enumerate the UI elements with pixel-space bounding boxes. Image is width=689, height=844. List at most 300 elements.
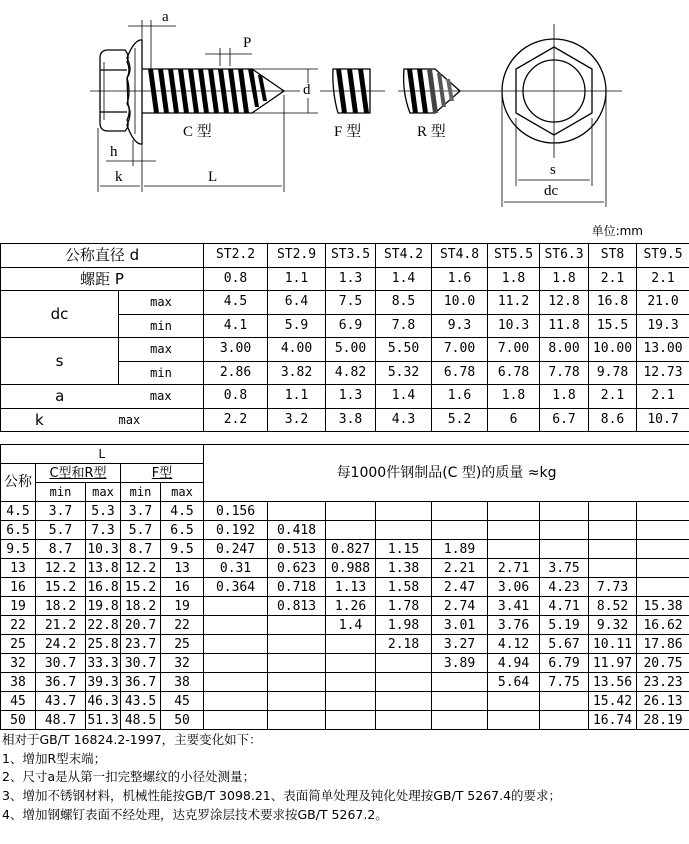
length-cr-min: 12.2: [36, 559, 86, 578]
label-k: k: [1, 408, 119, 432]
mass-cell: [432, 502, 488, 521]
cell: 1.3: [326, 385, 376, 409]
mass-cell: 2.74: [432, 597, 488, 616]
cell: 21.0: [637, 291, 689, 315]
mass-cell: 15.38: [637, 597, 689, 616]
mass-cell: [268, 711, 326, 730]
mass-cell: 17.86: [637, 635, 689, 654]
length-nom: 50: [1, 711, 36, 730]
length-cr-min: 30.7: [36, 654, 86, 673]
mass-cell: [204, 616, 268, 635]
cell: 1.6: [432, 385, 488, 409]
length-f-max: 38: [161, 673, 204, 692]
table-row: [1, 521, 689, 540]
length-f-max: 6.5: [161, 521, 204, 540]
label-pitch: 螺距 P: [1, 267, 204, 291]
cell: 10.7: [637, 408, 689, 432]
mass-cell: 1.4: [326, 616, 376, 635]
cell: 6.7: [540, 408, 589, 432]
label-max: max: [119, 408, 204, 432]
length-cr-max: 39.3: [87, 674, 119, 690]
mass-cell: [637, 502, 689, 521]
mass-cell: [326, 635, 376, 654]
cell: 7.00: [432, 338, 488, 362]
length-cr-min: 36.7: [36, 673, 86, 692]
length-nom: 38: [1, 673, 36, 692]
length-nom: 6.5: [1, 521, 36, 540]
mass-cell: [376, 654, 432, 673]
mass-cell: 0.192: [204, 521, 268, 540]
label-dc: dc: [1, 291, 119, 338]
length-f-min: 48.5: [121, 711, 161, 730]
screw-diagram: [0, 0, 689, 236]
mass-cell: [488, 711, 540, 730]
length-f-min: 15.2: [121, 578, 161, 597]
table-row: [1, 711, 689, 730]
size-header: ST2.9: [268, 244, 326, 268]
mass-cell: 2.47: [432, 578, 488, 597]
length-cr-max: 5.3: [86, 502, 121, 521]
size-header: ST9.5: [637, 244, 689, 268]
length-f-max: 4.5: [161, 502, 204, 521]
mass-cell: 1.58: [376, 578, 432, 597]
cell: 1.1: [268, 385, 326, 409]
mass-cell: [540, 521, 589, 540]
cell: 8.6: [589, 408, 637, 432]
cell: 4.1: [204, 314, 268, 338]
mass-cell: 0.718: [268, 578, 326, 597]
mass-cell: [488, 502, 540, 521]
mass-cell: [376, 692, 432, 711]
length-mass-table: [0, 444, 689, 730]
mass-cell: [432, 692, 488, 711]
cell: 0.8: [204, 385, 268, 409]
header-f-type: F型: [121, 464, 204, 483]
length-nom: 13: [1, 559, 36, 578]
mass-cell: 0.156: [204, 502, 268, 521]
cell: 12.73: [637, 361, 689, 385]
length-cr-max: 25.8: [87, 636, 119, 652]
mass-cell: [268, 616, 326, 635]
table-row: [1, 502, 689, 521]
cell: 2.1: [589, 385, 637, 409]
label-L: L: [208, 169, 218, 185]
cell: 10.3: [488, 314, 540, 338]
cell: 5.2: [432, 408, 488, 432]
cell: 15.5: [589, 314, 637, 338]
mass-cell: 1.26: [326, 597, 376, 616]
mass-cell: [540, 540, 589, 559]
mass-cell: 8.52: [589, 597, 637, 616]
mass-cell: 9.32: [589, 616, 637, 635]
length-cr-max: 7.3: [86, 521, 121, 540]
cell: 1.8: [488, 267, 540, 291]
table-row: [1, 635, 689, 654]
table-row: [1, 597, 689, 616]
length-f-min: 12.2: [121, 559, 161, 578]
header-nominal-diameter: 公称直径 d: [1, 244, 204, 268]
mass-cell: 1.13: [326, 578, 376, 597]
header-cr-type: C型和R型: [36, 464, 121, 483]
cell: 3.82: [268, 361, 326, 385]
note-item: 1、增加R型末端；: [2, 750, 107, 766]
cell: 4.5: [204, 291, 268, 315]
length-f-min: 18.2: [121, 597, 161, 616]
size-header: ST4.8: [432, 244, 488, 268]
mass-cell: [204, 692, 268, 711]
mass-cell: 3.01: [432, 616, 488, 635]
length-cr-max: 51.3: [87, 712, 119, 728]
cell: 6: [488, 408, 540, 432]
cell: 5.9: [268, 314, 326, 338]
mass-cell: [432, 673, 488, 692]
cell: 2.86: [204, 361, 268, 385]
mass-cell: [637, 521, 689, 540]
mass-cell: 20.75: [637, 654, 689, 673]
cell: 7.78: [540, 361, 589, 385]
mass-cell: 0.623: [268, 559, 326, 578]
mass-cell: 3.41: [488, 597, 540, 616]
cell: 1.4: [376, 267, 432, 291]
cell: 2.1: [637, 385, 689, 409]
cell: 1.1: [268, 267, 326, 291]
cell: 7.5: [326, 291, 376, 315]
mass-cell: [376, 673, 432, 692]
cell: 5.00: [326, 338, 376, 362]
cell: 13.00: [637, 338, 689, 362]
mass-cell: [432, 711, 488, 730]
length-cr-max: 16.8: [87, 579, 119, 595]
cell: 10.0: [432, 291, 488, 315]
mass-cell: [268, 673, 326, 692]
mass-cell: [268, 654, 326, 673]
table-row: [1, 540, 689, 559]
size-header: ST2.2: [204, 244, 268, 268]
length-cr-min: 5.7: [36, 521, 86, 540]
mass-cell: [589, 502, 637, 521]
header-L: L: [1, 445, 204, 464]
table-row: [1, 559, 689, 578]
cell: 7.8: [376, 314, 432, 338]
cell: 6.78: [488, 361, 540, 385]
mass-cell: [637, 559, 689, 578]
mass-cell: [589, 540, 637, 559]
label-max: max: [119, 385, 204, 409]
hex-flange-tapping-screw-drawing: [0, 0, 689, 236]
mass-cell: [268, 692, 326, 711]
table-row: [1, 578, 689, 597]
length-nom: 22: [1, 616, 36, 635]
length-cr-max: 33.3: [87, 655, 119, 671]
note-item: 3、增加不锈钢材料，机械性能按GB/T 3098.21、表面简单处理及钝化处理按GB/T 5267.4的要求；: [2, 788, 562, 804]
length-cr-min: 43.7: [36, 692, 86, 711]
mass-cell: [326, 521, 376, 540]
cell: 8.5: [376, 291, 432, 315]
note-item: 4、增加钢螺钉表面不经处理，达克罗涂层技术要求按GB/T 5267.2。: [2, 806, 388, 822]
cell: 1.8: [540, 267, 589, 291]
mass-cell: 1.78: [376, 597, 432, 616]
mass-cell: 7.73: [589, 578, 637, 597]
mass-cell: [268, 502, 326, 521]
mass-cell: [637, 540, 689, 559]
mass-cell: 2.21: [432, 559, 488, 578]
length-f-max: 9.5: [161, 540, 204, 559]
label-max: max: [119, 338, 204, 362]
label-h: h: [110, 144, 118, 160]
cell: 1.8: [488, 385, 540, 409]
cell: 5.32: [376, 361, 432, 385]
mass-cell: [488, 692, 540, 711]
mass-cell: 0.827: [326, 540, 376, 559]
mass-cell: [540, 692, 589, 711]
mass-cell: 3.27: [432, 635, 488, 654]
length-nom: 45: [1, 692, 36, 711]
row-a: [1, 385, 689, 409]
mass-cell: 15.42: [589, 692, 637, 711]
mass-cell: 0.988: [326, 559, 376, 578]
cell: 8.00: [540, 338, 589, 362]
cell: 19.3: [637, 314, 689, 338]
length-f-max: 13: [161, 559, 204, 578]
header-row-1: [1, 445, 689, 464]
header-nominal: 公称: [1, 464, 36, 502]
mass-cell: [488, 521, 540, 540]
mass-cell: 4.12: [488, 635, 540, 654]
cell: 3.8: [326, 408, 376, 432]
change-notes: [2, 731, 687, 825]
label-max: max: [119, 291, 204, 315]
mass-cell: [589, 559, 637, 578]
mass-cell: 2.71: [488, 559, 540, 578]
length-f-min: 20.7: [121, 616, 161, 635]
mass-cell: 0.247: [204, 540, 268, 559]
length-nom: 19: [1, 597, 36, 616]
length-f-min: 30.7: [121, 654, 161, 673]
length-cr-max: 22.8: [87, 617, 119, 633]
cell: 9.78: [589, 361, 637, 385]
mass-cell: [326, 711, 376, 730]
length-cr-min: 18.2: [36, 597, 86, 616]
mass-cell: 13.56: [589, 673, 637, 692]
length-f-max: 45: [161, 692, 204, 711]
length-f-min: 5.7: [121, 521, 161, 540]
length-cr-min: 3.7: [36, 502, 86, 521]
label-r-type: R 型: [417, 124, 446, 140]
length-cr-max: 19.8: [87, 598, 119, 614]
cell: 6.78: [432, 361, 488, 385]
mass-cell: 7.75: [540, 673, 589, 692]
dimension-table: [0, 243, 689, 432]
mass-cell: [326, 502, 376, 521]
mass-cell: 1.15: [376, 540, 432, 559]
length-f-max: 22: [161, 616, 204, 635]
label-c-type: C 型: [183, 124, 212, 140]
mass-cell: [204, 711, 268, 730]
mass-cell: 3.89: [432, 654, 488, 673]
mass-cell: 0.418: [268, 521, 326, 540]
cell: 6.9: [326, 314, 376, 338]
row-s-max: [1, 338, 689, 362]
mass-cell: 2.18: [376, 635, 432, 654]
mass-cell: 5.67: [540, 635, 589, 654]
length-cr-max: 46.3: [87, 693, 119, 709]
cell: 0.8: [204, 267, 268, 291]
mass-cell: 23.23: [637, 673, 689, 692]
mass-cell: 1.98: [376, 616, 432, 635]
table-row: [1, 616, 689, 635]
cell: 3.00: [204, 338, 268, 362]
mass-cell: [326, 692, 376, 711]
length-f-min: 23.7: [121, 635, 161, 654]
mass-cell: [268, 635, 326, 654]
note-item: 2、尺寸a是从第一扣完整螺纹的小径处测量；: [2, 769, 256, 785]
mass-cell: 0.513: [268, 540, 326, 559]
size-header: ST4.2: [376, 244, 432, 268]
cell: 9.3: [432, 314, 488, 338]
mass-cell: [637, 578, 689, 597]
mass-cell: 4.71: [540, 597, 589, 616]
mass-cell: 10.11: [589, 635, 637, 654]
mass-cell: [589, 521, 637, 540]
table-row: [1, 673, 689, 692]
label-dc: dc: [544, 183, 559, 199]
length-cr-min: 24.2: [36, 635, 86, 654]
cell: 11.8: [540, 314, 589, 338]
table-row: [1, 654, 689, 673]
length-nom: 32: [1, 654, 36, 673]
length-f-min: 36.7: [121, 673, 161, 692]
cell: 7.00: [488, 338, 540, 362]
label-d: d: [303, 82, 311, 98]
cell: 1.3: [326, 267, 376, 291]
mass-cell: 16.62: [637, 616, 689, 635]
label-min: min: [119, 361, 204, 385]
cell: 16.8: [589, 291, 637, 315]
mass-cell: [204, 597, 268, 616]
cell: 3.2: [268, 408, 326, 432]
mass-cell: 26.13: [637, 692, 689, 711]
label-f-type: F 型: [334, 124, 362, 140]
mass-cell: 0.364: [204, 578, 268, 597]
size-header: ST5.5: [488, 244, 540, 268]
length-f-max: 50: [161, 711, 204, 730]
mass-cell: 4.23: [540, 578, 589, 597]
cell: 4.82: [326, 361, 376, 385]
length-mass-body: [1, 502, 689, 730]
mass-cell: 0.813: [268, 597, 326, 616]
cell: 2.1: [589, 267, 637, 291]
cell: 2.2: [204, 408, 268, 432]
mass-cell: 5.19: [540, 616, 589, 635]
row-dc-max: [1, 291, 689, 315]
length-cr-max: 13.8: [87, 560, 119, 576]
cell: 1.4: [376, 385, 432, 409]
length-f-max: 25: [161, 635, 204, 654]
mass-cell: 28.19: [637, 711, 689, 730]
unit-label: 单位:mm: [591, 224, 643, 238]
mass-cell: [376, 502, 432, 521]
length-f-min: 8.7: [121, 540, 161, 559]
length-cr-min: 48.7: [36, 711, 86, 730]
mass-cell: 11.97: [589, 654, 637, 673]
cell: 6.4: [268, 291, 326, 315]
mass-cell: [326, 654, 376, 673]
mass-cell: 0.31: [204, 559, 268, 578]
mass-cell: [326, 673, 376, 692]
header-mass-title: 每1000件钢制品(C 型)的质量 ≈kg: [204, 445, 689, 502]
mass-cell: 4.94: [488, 654, 540, 673]
cell: 5.50: [376, 338, 432, 362]
label-a: a: [1, 385, 119, 409]
row-nominal-diameter: [1, 244, 689, 268]
cell: 1.6: [432, 267, 488, 291]
length-cr-max: 10.3: [87, 541, 119, 557]
mass-cell: 3.06: [488, 578, 540, 597]
length-f-min: 3.7: [121, 502, 161, 521]
length-f-max: 19: [161, 597, 204, 616]
cell: 4.3: [376, 408, 432, 432]
length-nom: 25: [1, 635, 36, 654]
cell: 4.00: [268, 338, 326, 362]
label-pitch: P: [243, 35, 252, 51]
length-nom: 9.5: [1, 540, 36, 559]
header-cr-min: min: [36, 483, 86, 502]
mass-cell: 16.74: [589, 711, 637, 730]
size-header: ST8: [589, 244, 637, 268]
mass-cell: 1.38: [376, 559, 432, 578]
length-cr-min: 15.2: [36, 578, 86, 597]
notes-intro: 相对于GB/T 16824.2-1997，主要变化如下：: [2, 732, 262, 747]
length-nom: 16: [1, 578, 36, 597]
label-a: a: [162, 9, 169, 25]
header-f-max: max: [161, 483, 204, 502]
cell: 12.8: [540, 291, 589, 315]
length-cr-min: 21.2: [36, 616, 86, 635]
mass-cell: [376, 711, 432, 730]
table-row: [1, 692, 689, 711]
size-header: ST3.5: [326, 244, 376, 268]
mass-cell: [204, 635, 268, 654]
size-header: ST6.3: [540, 244, 589, 268]
label-k: k: [115, 169, 123, 185]
cell: 1.8: [540, 385, 589, 409]
mass-cell: [488, 540, 540, 559]
cell: 10.00: [589, 338, 637, 362]
mass-cell: 3.76: [488, 616, 540, 635]
label-s: s: [1, 338, 119, 385]
row-k: [1, 408, 689, 432]
mass-cell: 5.64: [488, 673, 540, 692]
length-f-max: 32: [161, 654, 204, 673]
label-min: min: [119, 314, 204, 338]
length-f-max: 16: [161, 578, 204, 597]
mass-cell: [540, 502, 589, 521]
mass-cell: 6.79: [540, 654, 589, 673]
length-cr-min: 8.7: [36, 540, 86, 559]
header-f-min: min: [121, 483, 161, 502]
mass-cell: 3.75: [540, 559, 589, 578]
header-cr-max: max: [86, 483, 121, 502]
mass-cell: [204, 654, 268, 673]
cell: 11.2: [488, 291, 540, 315]
length-f-min: 43.5: [121, 692, 161, 711]
mass-cell: [432, 521, 488, 540]
mass-cell: [204, 673, 268, 692]
row-pitch: [1, 267, 689, 291]
cell: 2.1: [637, 267, 689, 291]
mass-cell: [376, 521, 432, 540]
label-s: s: [550, 162, 556, 178]
